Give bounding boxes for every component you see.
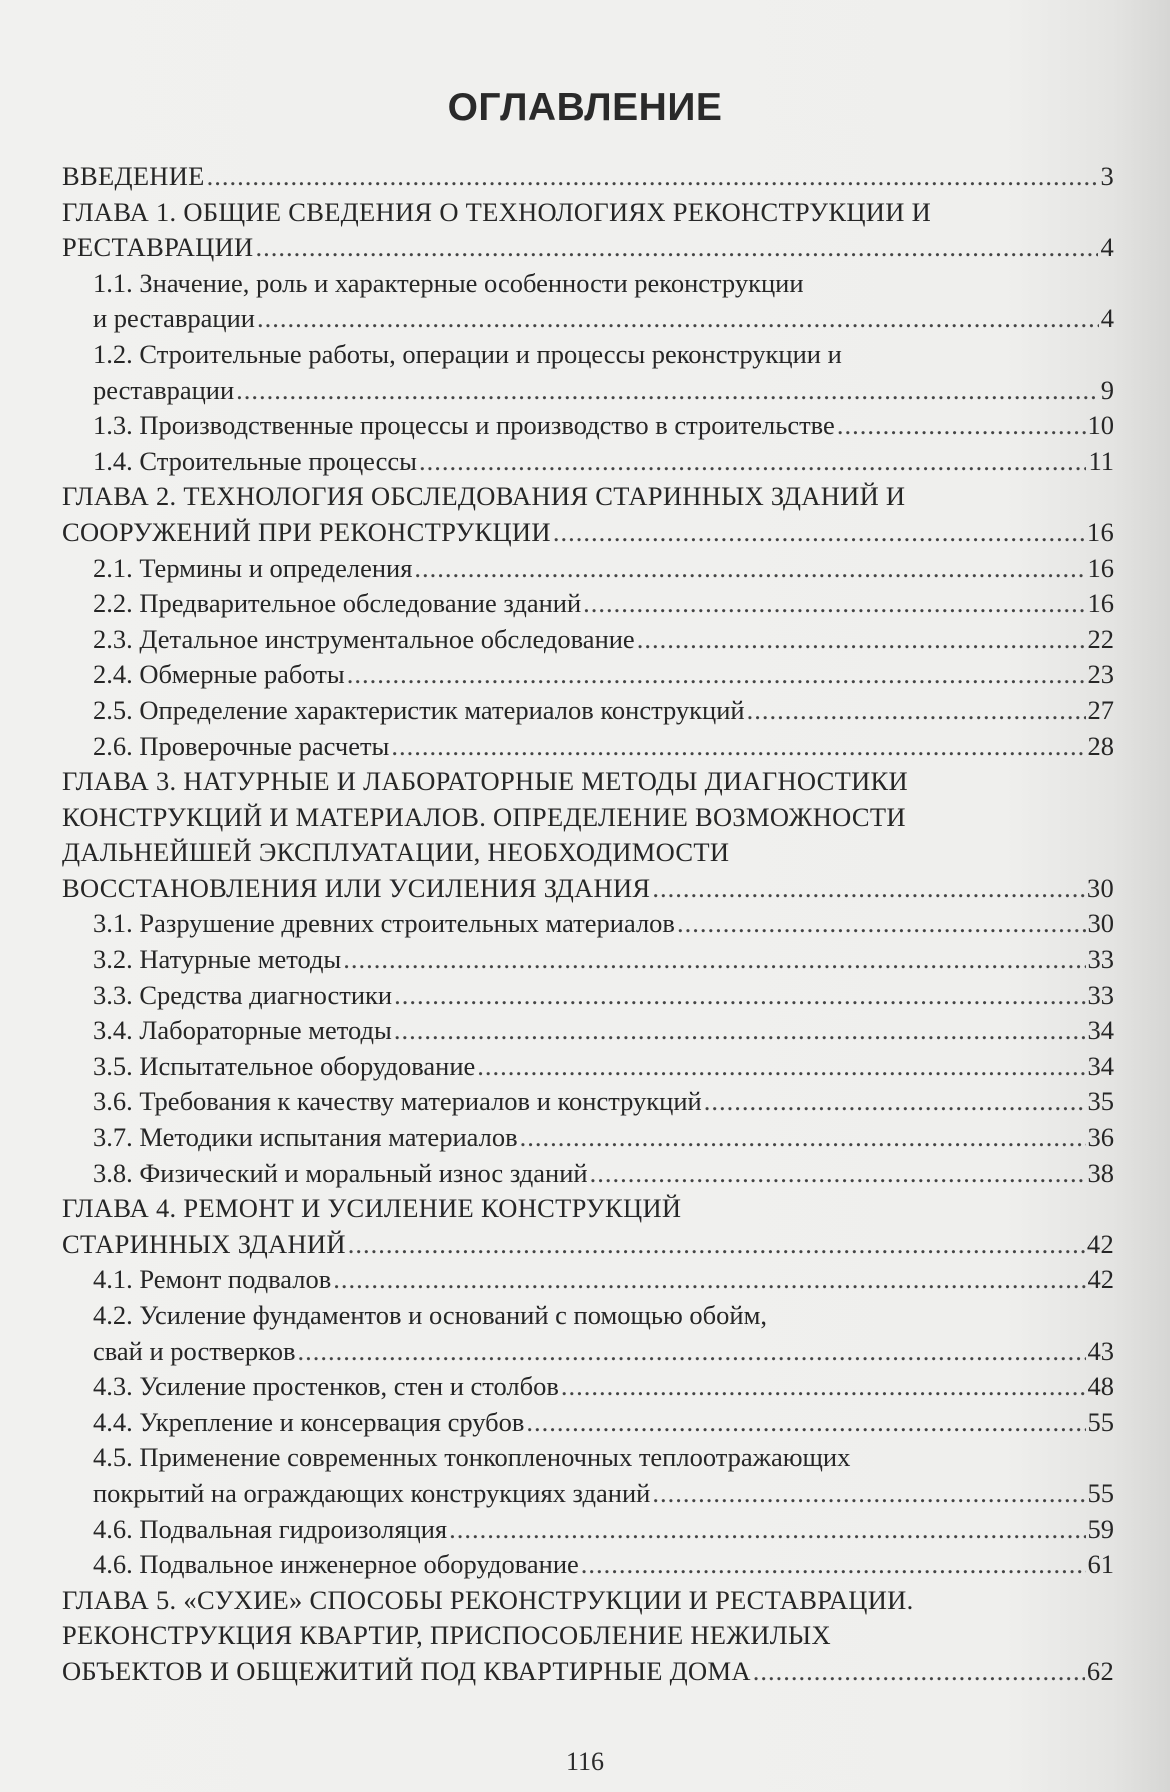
toc-section-entry — [62, 1051, 1114, 1087]
dot-leader — [394, 1015, 1086, 1046]
dot-leader — [236, 375, 1099, 406]
dot-leader — [477, 1051, 1085, 1082]
toc-page-number: 59 — [1087, 1513, 1114, 1544]
toc-entry-text: СТАРИННЫХ ЗДАНИЙ — [62, 1228, 346, 1259]
dot-leader — [837, 410, 1086, 441]
toc-line — [62, 944, 1114, 980]
toc-page-number: 33 — [1087, 979, 1114, 1010]
dot-leader — [581, 1549, 1086, 1580]
toc-line — [62, 1264, 1114, 1300]
toc-page-number: 34 — [1087, 1015, 1114, 1046]
toc-page-number: 4 — [1100, 303, 1114, 334]
dot-leader — [419, 446, 1087, 477]
toc-page-number: 43 — [1087, 1335, 1114, 1366]
page-number: 116 — [565, 1747, 605, 1776]
dot-leader — [333, 1264, 1085, 1295]
toc-section-entry — [62, 1407, 1114, 1443]
toc-section-entry — [62, 624, 1114, 660]
toc-entry-text: 2.1. Термины и определения — [93, 552, 413, 583]
toc-entry-text: ГЛАВА 5. «СУХИЕ» СПОСОБЫ РЕКОНСТРУКЦИИ И РЕСТАВРАЦИИ. — [62, 1584, 914, 1615]
toc-chapter-entry — [62, 766, 1114, 908]
toc-section-entry — [62, 659, 1114, 695]
toc-entry-text: ГЛАВА 2. ТЕХНОЛОГИЯ ОБСЛЕДОВАНИЯ СТАРИННЫХ ЗДАНИЙ И — [62, 481, 906, 512]
toc-entry-text: свай и ростверков — [93, 1335, 296, 1366]
toc-page-number: 35 — [1087, 1086, 1114, 1117]
toc-entry-text: 4.5. Применение современных тонкопленочных теплоотражающих — [93, 1442, 851, 1473]
toc-chapter-entry — [62, 197, 1114, 268]
toc-line — [62, 1193, 1114, 1229]
toc-page-number: 16 — [1087, 588, 1114, 619]
toc-line — [62, 731, 1114, 767]
toc-line — [62, 873, 1114, 909]
dot-leader — [394, 980, 1085, 1011]
toc-chapter-entry — [62, 1585, 1114, 1692]
toc-entry-text: КОНСТРУКЦИЙ И МАТЕРИАЛОВ. ОПРЕДЕЛЕНИЕ ВОЗМОЖНОСТИ — [62, 801, 906, 832]
toc-section-entry — [62, 908, 1114, 944]
toc-section-entry — [62, 1549, 1114, 1585]
toc-page-number: 10 — [1087, 410, 1114, 441]
toc-line — [62, 1407, 1114, 1443]
toc-line — [62, 766, 1114, 802]
toc-entry-text: ГЛАВА 3. НАТУРНЫЕ И ЛАБОРАТОРНЫЕ МЕТОДЫ ДИАГНОСТИКИ — [62, 766, 908, 797]
dot-leader — [520, 1122, 1086, 1153]
toc-section-entry — [62, 553, 1114, 589]
toc-page-number: 28 — [1087, 730, 1114, 761]
toc-entry-text: РЕКОНСТРУКЦИЯ КВАРТИР, ПРИСПОСОБЛЕНИЕ НЕЖИЛЫХ — [62, 1620, 831, 1651]
toc-section-entry — [62, 944, 1114, 980]
toc-section-entry — [62, 1442, 1114, 1513]
toc-page-number: 61 — [1087, 1549, 1114, 1580]
toc-section-entry — [62, 1086, 1114, 1122]
toc-line — [62, 446, 1114, 482]
toc-section-entry — [62, 1514, 1114, 1550]
toc-line — [62, 1158, 1114, 1194]
toc-line — [62, 375, 1114, 411]
dot-leader — [753, 1656, 1085, 1687]
toc-page-number: 55 — [1087, 1477, 1114, 1508]
toc-line — [62, 980, 1114, 1016]
toc-page-number: 62 — [1086, 1655, 1114, 1686]
toc-line — [62, 1122, 1114, 1158]
toc-line — [62, 1015, 1114, 1051]
toc-page-number: 42 — [1087, 1264, 1114, 1295]
toc-page-number: 27 — [1087, 694, 1114, 725]
dot-leader — [255, 232, 1098, 263]
toc-line — [62, 624, 1114, 660]
toc-entry-text: РЕСТАВРАЦИИ — [62, 232, 254, 263]
toc-entry-text: 3.6. Требования к качеству материалов и конструкций — [93, 1086, 702, 1117]
toc-entry-text: 3.1. Разрушение древних строительных материалов — [93, 908, 675, 939]
dot-leader — [704, 1086, 1086, 1117]
toc-entry-text: 3.3. Средства диагностики — [93, 979, 393, 1010]
toc-page-number: 23 — [1087, 659, 1114, 690]
toc-page-number: 16 — [1087, 552, 1114, 583]
toc-line — [62, 1300, 1114, 1336]
toc-line — [62, 908, 1114, 944]
toc-entry-text: 2.3. Детальное инструментальное обследование — [93, 623, 635, 654]
toc-entry-text: ДАЛЬНЕЙШЕЙ ЭКСПЛУАТАЦИИ, НЕОБХОДИМОСТИ — [62, 837, 730, 868]
toc-page-number: 11 — [1088, 445, 1114, 476]
toc-page-number: 36 — [1087, 1122, 1114, 1153]
toc-line — [62, 1442, 1114, 1478]
toc-line — [62, 339, 1114, 375]
toc-line — [62, 232, 1114, 268]
toc-section-entry — [62, 1371, 1114, 1407]
toc-section-entry — [62, 339, 1114, 410]
toc-entry-text: 2.6. Проверочные расчеты — [93, 730, 390, 761]
toc-entry-text: 4.2. Усиление фундаментов и оснований с помощью обойм, — [93, 1300, 767, 1330]
toc-entry-text: СООРУЖЕНИЙ ПРИ РЕКОНСТРУКЦИИ — [62, 516, 551, 547]
toc-page-number: 30 — [1086, 872, 1114, 903]
dot-leader — [652, 1478, 1085, 1509]
toc-page-number: 38 — [1087, 1157, 1114, 1188]
toc-line — [62, 517, 1114, 553]
toc-entry-text: 1.2. Строительные работы, операции и процессы реконструкции и — [93, 338, 842, 369]
toc-entry-text: покрытий на ограждающих конструкциях зданий — [93, 1477, 651, 1508]
toc-page-number: 48 — [1087, 1371, 1114, 1402]
toc-line — [62, 161, 1114, 197]
toc-line — [62, 1336, 1114, 1372]
dot-leader — [348, 1229, 1085, 1260]
toc-line — [62, 1549, 1114, 1585]
toc-section-entry — [62, 1015, 1114, 1051]
toc-chapter-entry — [62, 1193, 1114, 1264]
page-title: ОГЛАВЛЕНИЕ — [447, 86, 723, 129]
toc-entry-text: 3.5. Испытательное оборудование — [93, 1050, 476, 1081]
dot-leader — [297, 1336, 1085, 1367]
toc-page-number: 55 — [1087, 1406, 1114, 1437]
toc-page-number: 4 — [1100, 232, 1114, 263]
toc-line — [62, 1478, 1114, 1514]
dot-leader — [583, 588, 1085, 619]
toc-entry-text: ВОССТАНОВЛЕНИЯ ИЛИ УСИЛЕНИЯ ЗДАНИЯ — [62, 872, 651, 903]
toc-page-number: 34 — [1087, 1050, 1114, 1081]
toc-chapter-entry — [62, 481, 1114, 552]
toc-line — [62, 410, 1114, 446]
toc-line — [62, 268, 1114, 304]
toc-entry-text: 4.3. Усиление простенков, стен и столбов — [93, 1371, 559, 1402]
dot-leader — [391, 731, 1085, 762]
toc-section-entry — [62, 731, 1114, 767]
toc-line — [62, 837, 1114, 873]
dot-leader — [652, 873, 1085, 904]
dot-leader — [207, 161, 1099, 192]
toc-line — [62, 1051, 1114, 1087]
toc-line — [62, 553, 1114, 589]
toc-section-entry — [62, 268, 1114, 339]
dot-leader — [590, 1158, 1086, 1189]
toc-entry-text: ГЛАВА 1. ОБЩИЕ СВЕДЕНИЯ О ТЕХНОЛОГИЯХ РЕКОНСТРУКЦИИ И — [62, 196, 932, 227]
toc-entry-text: ГЛАВА 4. РЕМОНТ И УСИЛЕНИЕ КОНСТРУКЦИЙ — [62, 1193, 682, 1224]
toc-chapter-entry — [62, 161, 1114, 197]
toc-section-entry — [62, 1300, 1114, 1371]
toc-entry-text: 3.7. Методики испытания материалов — [93, 1122, 518, 1153]
toc-entry-text: 1.4. Строительные процессы — [93, 445, 417, 476]
toc-section-entry — [62, 1264, 1114, 1300]
toc-page-number: 30 — [1087, 908, 1114, 939]
dot-leader — [747, 695, 1086, 726]
toc-entry-text: 2.4. Обмерные работы — [93, 659, 345, 690]
toc-entry-text: 4.6. Подвальная гидроизоляция — [93, 1513, 448, 1544]
toc-line — [62, 1371, 1114, 1407]
toc-entry-text: 2.2. Предварительное обследование зданий — [93, 588, 582, 619]
toc-line — [62, 1620, 1114, 1656]
toc-section-entry — [62, 980, 1114, 1016]
toc-line — [62, 1086, 1114, 1122]
dot-leader — [343, 944, 1085, 975]
toc-entry-text: реставрации — [93, 374, 235, 405]
toc-section-entry — [62, 1122, 1114, 1158]
toc-page-number: 22 — [1087, 623, 1114, 654]
toc-line — [62, 1229, 1114, 1265]
toc-page-number: 42 — [1086, 1228, 1114, 1259]
table-of-contents — [62, 161, 1114, 1692]
toc-page-number: 16 — [1086, 516, 1114, 547]
dot-leader — [347, 659, 1086, 690]
toc-entry-text: 3.4. Лабораторные методы — [93, 1015, 392, 1046]
toc-line — [62, 1514, 1114, 1550]
toc-section-entry — [62, 1158, 1114, 1194]
toc-line — [62, 481, 1114, 517]
toc-entry-text: 3.8. Физический и моральный износ зданий — [93, 1157, 588, 1188]
toc-line — [62, 695, 1114, 731]
dot-leader — [677, 908, 1086, 939]
toc-entry-text: и реставрации — [93, 303, 255, 334]
toc-entry-text: 2.5. Определение характеристик материалов конструкций — [93, 694, 745, 725]
toc-line — [62, 1585, 1114, 1621]
dot-leader — [414, 553, 1085, 584]
toc-section-entry — [62, 588, 1114, 624]
toc-entry-text: ОБЪЕКТОВ И ОБЩЕЖИТИЙ ПОД КВАРТИРНЫЕ ДОМА — [62, 1655, 751, 1686]
dot-leader — [257, 303, 1099, 334]
toc-section-entry — [62, 410, 1114, 446]
dot-leader — [449, 1514, 1085, 1545]
toc-page-number: 3 — [1100, 161, 1114, 191]
toc-page-number: 9 — [1100, 374, 1114, 405]
toc-entry-text: 4.6. Подвальное инженерное оборудование — [93, 1549, 579, 1580]
dot-leader — [637, 624, 1086, 655]
toc-entry-text: 3.2. Натурные методы — [93, 944, 342, 975]
toc-section-entry — [62, 695, 1114, 731]
dot-leader — [553, 517, 1085, 548]
toc-section-entry — [62, 446, 1114, 482]
dot-leader — [526, 1407, 1085, 1438]
toc-line — [62, 802, 1114, 838]
toc-entry-text: 1.3. Производственные процессы и производство в строительстве — [93, 410, 835, 441]
toc-line — [62, 303, 1114, 339]
toc-page-number: 33 — [1087, 944, 1114, 975]
toc-line — [62, 1656, 1114, 1692]
toc-line — [62, 588, 1114, 624]
toc-entry-text: ВВЕДЕНИЕ — [62, 161, 205, 191]
dot-leader — [561, 1371, 1086, 1402]
toc-line — [62, 659, 1114, 695]
toc-entry-text: 4.1. Ремонт подвалов — [93, 1264, 332, 1295]
toc-entry-text: 1.1. Значение, роль и характерные особенности реконструкции — [93, 267, 804, 298]
toc-line — [62, 197, 1114, 233]
toc-entry-text: 4.4. Укрепление и консервация срубов — [93, 1406, 525, 1437]
